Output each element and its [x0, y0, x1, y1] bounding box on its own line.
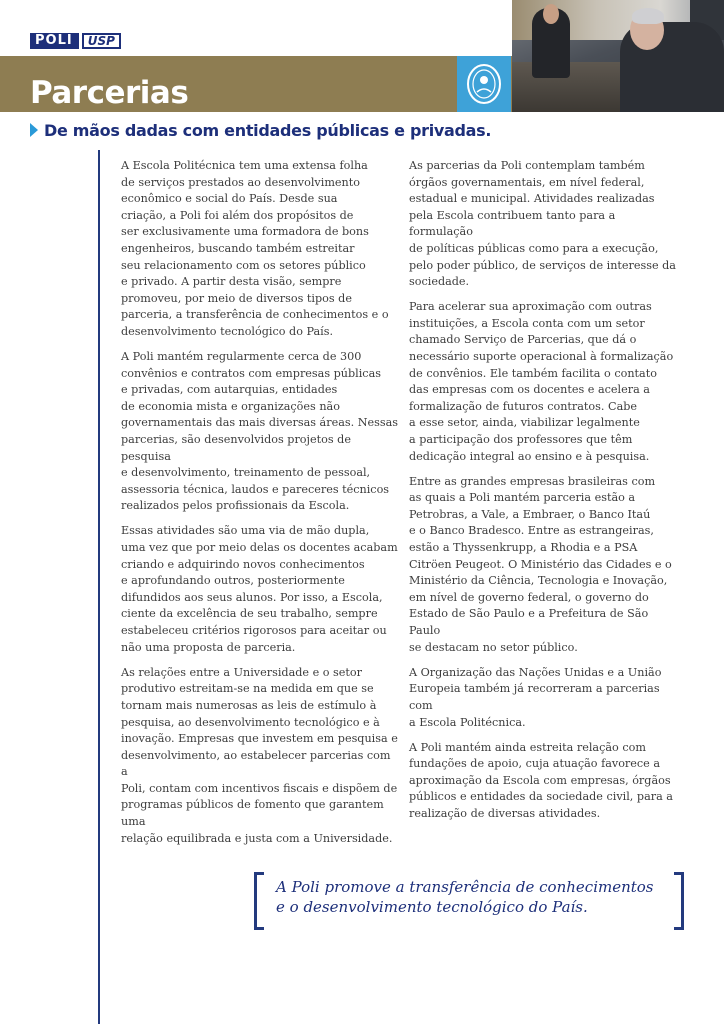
play-arrow-icon — [30, 123, 38, 137]
meeting-photo — [512, 0, 724, 112]
logo-usp-text: USP — [82, 33, 121, 49]
left-bracket-icon — [254, 872, 264, 930]
paragraph: A Organização das Nações Unidas e a União Europeia também já recorreram a parcerias com a Escola Politécnica. — [409, 665, 662, 729]
paragraph: Para acelerar sua aproximação com outras instituições, a Escola conta com um setor chamado Serviço de Parcerias, que dá o necessário suporte operacional à formalização de convênios. Ele também facilita o contato das empresas com os docentes e acelera a formalização de futuros contratos. Cabe a esse setor, ainda, viabilizar legalmente a participação dos professores que têm dedicação integral ao ensino e à pesquisa. — [409, 300, 674, 463]
vertical-divider — [98, 150, 100, 1024]
logo-poli-text: POLI — [30, 33, 79, 49]
pull-quote-text: A Poli promove a transferência de conhecimentos e o desenvolvimento tecnológico do País. — [276, 878, 654, 916]
paragraph: A Poli mantém regularmente cerca de 300 convênios e contratos com empresas públicas e privadas, com autarquias, entidades de economia mista e organizações não governamentais das mais diversas áreas. Nessas parcerias, são desenvolvidos projetos de pesquisa e desenvolvimento, treinamento de pessoal, assessoria técnica, laudos e pareceres técnicos realizados pelos profissionais da Escola. — [121, 350, 399, 513]
page-title: Parcerias — [30, 75, 189, 111]
paragraph: Essas atividades são uma via de mão dupla, uma vez que por meio delas os docentes acabam criando e adquirindo novos conhecimentos e aprofundando outros, posteriormente difundidos aos seus alunos. Por isso, a Escola, ciente da excelência de seu trabalho, sempre estabeleceu critérios rigorosos para aceitar ou não uma proposta de parceria. — [121, 524, 398, 654]
paragraph: As relações entre a Universidade e o setor produtivo estreitam-se na medida em que se tornam mais numerosas as leis de estímulo à pesquisa, ao desenvolvimento tecnológico e à inovação. Empresas que investem em pesquisa e desenvolvimento, ao estabelecer parcerias com a Poli, contam com incentivos fiscais e dispõem de programas públicos de fomento que garantem uma relação equilibrada e justa com a Universidade. — [121, 665, 398, 845]
poli-usp-logo — [30, 33, 146, 49]
right-text-column — [409, 158, 679, 831]
left-text-column — [121, 158, 399, 856]
paragraph: A Poli mantém ainda estreita relação com fundações de apoio, cuja atuação favorece a aproximação da Escola com empresas, órgãos públicos e entidades da sociedade civil, para a realização de diversas atividades. — [409, 740, 673, 820]
paragraph: As parcerias da Poli contemplam também órgãos governamentais, em nível federal, estadual e municipal. Atividades realizadas pela Escola contribuem tanto para a formulação de políticas públicas como para a execução, pelo poder público, de serviços de interesse da sociedade. — [409, 159, 676, 289]
university-seal-icon — [457, 56, 511, 112]
section-subtitle: De mãos dadas com entidades públicas e privadas. — [44, 121, 492, 140]
paragraph: Entre as grandes empresas brasileiras com as quais a Poli mantém parceria estão a Petrobras, a Vale, a Embraer, o Banco Itaú e o Banco Bradesco. Entre as estrangeiras, estão a Thyssenkrupp, a Rhodia e a PSA Citröen Peugeot. O Ministério das Cidades e o Ministério da Ciência, Tecnologia e Inovação, em nível de governo federal, o governo do Estado de São Paulo e a Prefeitura de São Paulo se destacam no setor público. — [409, 474, 672, 654]
right-bracket-icon — [674, 872, 684, 930]
pull-quote — [254, 872, 684, 924]
paragraph: A Escola Politécnica tem uma extensa folha de serviços prestados ao desenvolvimento econômico e social do País. Desde sua criação, a Poli foi além dos propósitos de ser exclusivamente uma formadora de bons engenheiros, buscando também estreitar seu relacionamento com os setores público e privado. A partir desta visão, sempre promoveu, por meio de diversos tipos de parceria, a transferência de conhecimentos e o desenvolvimento tecnológico do País. — [121, 159, 389, 338]
